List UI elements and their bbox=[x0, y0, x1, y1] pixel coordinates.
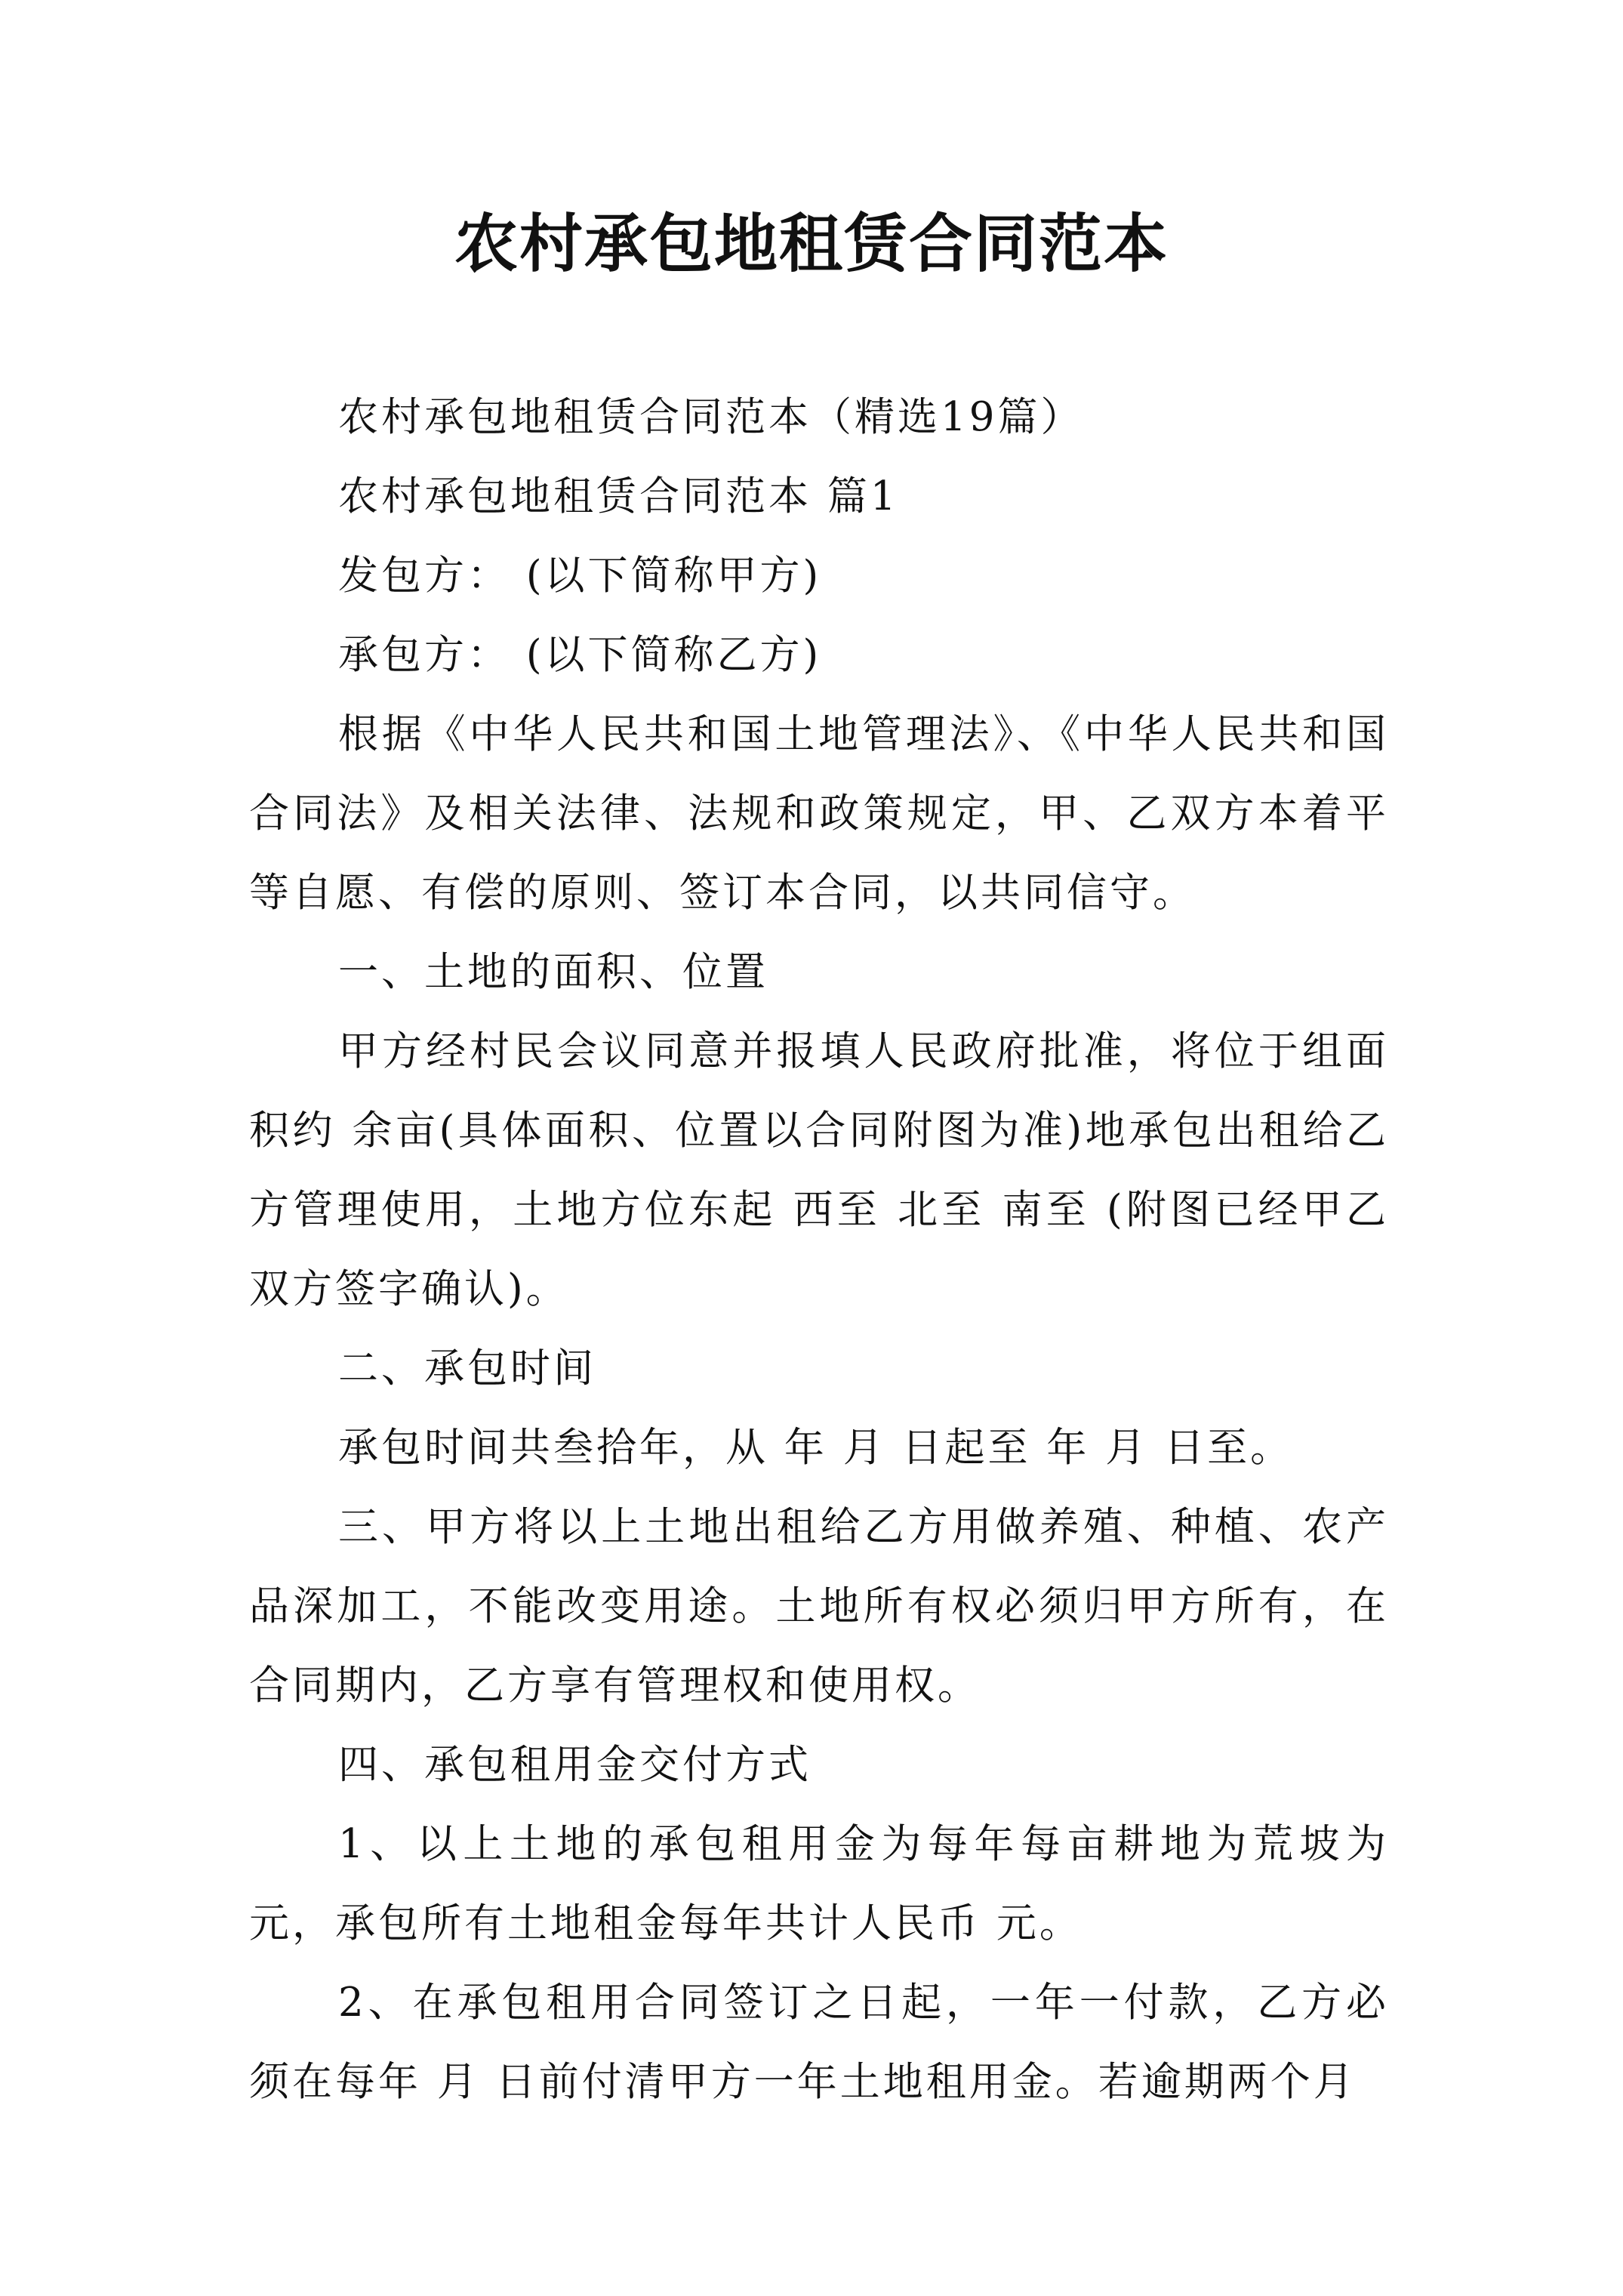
paragraph-clause-4-item-1: 1、以上土地的承包租用金为每年每亩耕地为荒坡为 元，承包所有土地租金每年共计人民币 元。 bbox=[249, 1821, 1389, 1946]
paragraph-clause-4-heading: 四、承包租用金交付方式 bbox=[338, 1742, 812, 1788]
paragraph-clause-2-body: 承包时间共叁拾年，从 年 月 日起至 年 月 日至。 bbox=[338, 1425, 1294, 1471]
paragraph-section-heading: 农村承包地租赁合同范本 篇1 bbox=[338, 473, 899, 519]
paragraph-party-a: 发包方： (以下简称甲方) bbox=[338, 553, 822, 599]
paragraph-clause-2-heading: 二、承包时间 bbox=[338, 1345, 596, 1391]
paragraph-legal-basis: 根据《中华人民共和国土地管理法》、《中华人民共和国合同法》及相关法律、法规和政策规定，甲、乙双方本着平等自愿、有偿的原则、签订本合同，以共同信守。 bbox=[249, 711, 1389, 916]
paragraph-clause-4-item-2: 2、在承包租用合同签订之日起，一年一付款，乙方必须在每年 月 日前付清甲方一年土地租用金。若逾期两个月 bbox=[249, 1980, 1389, 2105]
document-title: 农村承包地租赁合同范本 bbox=[454, 206, 1169, 281]
paragraph-clause-3: 三、甲方将以上土地出租给乙方用做养殖、种植、农产品深加工，不能改变用途。土地所有权必须归甲方所有，在合同期内，乙方享有管理权和使用权。 bbox=[249, 1504, 1389, 1709]
paragraph-clause-1-body: 甲方经村民会议同意并报填人民政府批准，将位于组面积约 余亩(具体面积、位置以合同附图为准)地承包出租给乙方管理使用，土地方位东起 西至 北至 南至 (附图已经甲乙双方签字确认)。 bbox=[249, 1028, 1389, 1312]
document-body bbox=[249, 378, 1389, 2122]
paragraph-party-b: 承包方： (以下简称乙方) bbox=[338, 632, 822, 678]
paragraph-clause-1-heading: 一、土地的面积、位置 bbox=[338, 949, 768, 995]
paragraph-subtitle: 农村承包地租赁合同范本（精选19篇） bbox=[338, 394, 1084, 440]
